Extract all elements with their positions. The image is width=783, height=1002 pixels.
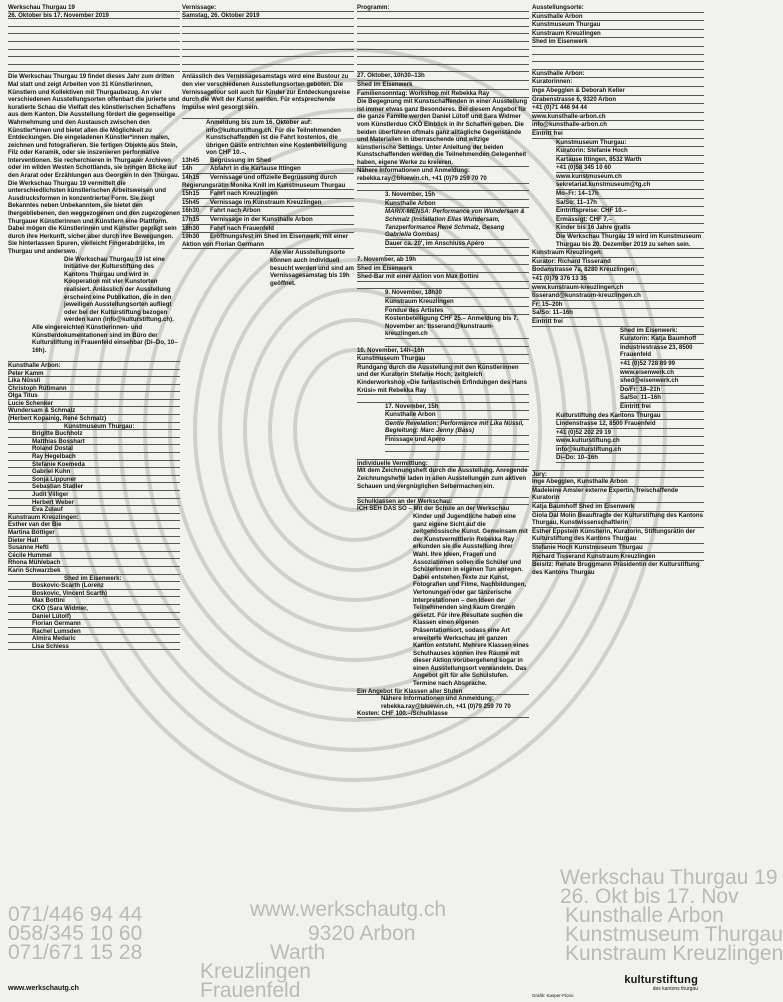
artist-name: Ray Hegelbach [8, 453, 180, 461]
artist-name: Eva Zulauf [8, 506, 180, 514]
bg-text-url: www.werkschautg.ch [250, 898, 447, 921]
logo-text: kulturstiftung [624, 974, 698, 986]
artist-name: Stefanie Koemeda [8, 461, 180, 469]
artist-name: Lucie Schenker [8, 400, 180, 408]
documentation-note: Alle eingereichten Künstlerinnen- und Künstlerdokumentationen sind im Büro der Kulturstiftung in Frauenfeld einsehbar (Di–Do, 10–16h). [32, 323, 178, 354]
event-place: Shed im Eisenwerk [357, 81, 529, 90]
schedule-text: Fahrt nach Arbon [210, 207, 261, 215]
venue-info-line: Bodanstrasse 7a, 8280 Kreuzlingen [532, 266, 704, 275]
bg-text-place-arbon: 9320 Arbon [308, 922, 416, 945]
jury-member: Giola Dal Molin Beauftragte der Kulturstiftung des Kantons Thurgau, Kunstwissenschaftlerin [532, 511, 703, 527]
schule-text: Kinder und Jugendliche haben eine ganz eigene Sicht auf die zeitgenössische Kunst. Gemeinsam mit der Kunstvermittlerin Rebekka Ray erkunden sie die Ausstellung ihrer Wahl. Ihre Ideen, Fragen und Assoziationen sollen die Schüler und Schülerinnen in eigenen Tun anregen. Dabei entstehen Texte zur Kunst, Fotografien und Filme, Nachbildungen, Vertonungen oder gar tänzerische Interpretationen – den Ideen der Teilnehmenden sind kaum Grenzen gesetzt. Für ihre Resultate suchen die Klassen einen eigenen Präsentationsort, sodass eine Art erweiterte Werkschau im ganzen Kanton entsteht. Mehrere Klassen eines Schulhauses können ihre Räume mit dieser Aktion vorübergehend sogar in einen Ausstellungsort verwandeln. Das Angebot gilt für alle Schulstufen. Termine nach Absprache. [413, 513, 529, 688]
kosten-text: Kosten: CHF 100.–/Schulklasse [357, 710, 529, 718]
bg-text-place-warth: Warth [270, 941, 326, 964]
column-vernissage [182, 4, 354, 287]
venue-info-line: +41 (0)58 345 10 60 [556, 164, 704, 173]
venue-info-line: Sa/So: 11–17h [556, 199, 704, 208]
event-text: Die Begegnung mit Kunstschaffenden in einer Ausstellung ist immer etwas ganz Besonderes. Bei diesem Angebot für die ganze Familie werden Daniel Lütolf und Sara Widmer vom Künstlerduo CKÖ Einblick in ihr Schaffen geben. Die beiden überführen oftmals ganz alltägliche Gegenstände und Materialien in überraschende und witzige künstlerische Settings. Unter Anleitung der beiden Kunstschaffenden werden die Teilnehmenden Gelegenheit haben, eigene Werke zu kreieren. [357, 98, 528, 166]
schedule-row [182, 216, 354, 225]
artist-name: Esther van der Bie [8, 521, 180, 529]
schedule-text: Fahrt nach Frauenfeld [210, 224, 274, 232]
column-programm [357, 4, 529, 718]
event-title: MARIX-MENSA: Performance von Wundersam & Schmalz (Installation Ellas Wundersam, Tanzperformance René Schmalz, Gesang Gabriella Gombas) [385, 208, 529, 239]
venue-info-line: Kartause Ittingen, 8532 Warth [556, 156, 704, 165]
bg-text-place-frauenfeld: Frauenfeld [200, 979, 301, 1002]
schedule-text: Begrüssung im Shed [210, 156, 271, 164]
bg-text-arbon: Kunsthalle Arbon [565, 904, 724, 927]
schedule-text: Fahrt nach Kreuzlingen [210, 190, 278, 198]
schedule-text: Vernissage in der Kunsthalle Arbon [210, 216, 313, 224]
event-title: Gentle Revelation: Performance mit Lika Nüssli, Begleitung: Marc Jenny (Bass) [385, 420, 529, 436]
shed-artists-title: Shed im Eisenwerk: [8, 575, 180, 583]
artist-name: Daniel Lütolf) [8, 613, 180, 621]
bg-text-phone3: 071/671 15 28 [8, 941, 143, 964]
artist-name: Sebastian Stadler [8, 483, 180, 491]
schedule-row [182, 157, 354, 166]
intro-text: Die Werkschau Thurgau 19 findet dieses Jahr zum dritten Mal statt und zeigt Arbeiten von 31 Künstlerinnen, Künstlern und Kollektiven mit Thurgaubezug. An vier verschiedenen Ausstellungsorten offenbart die jurierte und kuratierte Schau die Vielfalt des künstlerischen Schaffens aus dem Kanton. Die Ausstellung fördert die gegenseitige Wahrnehmung und den Austausch zwischen den Künstler*innen und bietet allen die Möglichkeit zu Entdeckungen. Die eingeladenen Künstler*innen malen, zeichnen und fotografieren. Sie fertigen Objekte aus Stein, Filz oder Keramik, oder sie inszenieren performative Interventionen. Sie recherchieren in Thurgauer Archiven oder im wilden Westen Schottlands, sie bringen Blicke auf den Ararat oder Erzählungen aus Georgien in den Thurgau. Die Werkschau Thurgau 19 vermittelt die unterschiedlichsten künstlerischen Arbeitsweisen und Ausdrucksformen in konzentrierter Form. Sie zeigt Bekanntes neben Unbekanntem, sie bietet den Ihergebliebenen, den weggezogenen und den zugezogenen Thurgauer Künstlerinnen und Künstlern eine Plattform. Dabei mögen die Künstlerinnen und Künstler geprägt sein durch ihre Herkunft, sicher aber durch ihre Bewegungen. Sie hinterlassen Spuren, vielleicht Fingerabdrücke, im Thurgau und anderswo. [8, 73, 180, 255]
venue-info-line: Industriestrasse 23, 8500 Frauenfeld [620, 344, 704, 360]
venue-info-line: Eintrittspreise: CHF 10.– [556, 207, 704, 216]
schedule-time: 14h [182, 165, 193, 173]
venue-info-line: Kunstmuseum Thurgau: [556, 139, 704, 148]
event-block [357, 191, 529, 256]
artist-name: Almira Medaric [8, 635, 180, 643]
jury-member: Inge Abegglen, Kunsthalle Arbon [532, 478, 704, 487]
artist-name: Martina Böttiger [8, 529, 180, 537]
venue-header-line: Kunstmuseum Thurgau [532, 21, 704, 30]
artist-name: Karin Schwarzbek [8, 567, 180, 575]
graphic-credit: Grafik: Kasper-Florio [532, 993, 574, 998]
schedule-time: 14h15 [182, 174, 200, 182]
header-dates: 26. Oktober bis 17. November 2019 [8, 12, 180, 20]
event-title: Fondue des Artistes [385, 307, 529, 316]
venue-info-line: Shed im Eisenwerk: [620, 327, 704, 336]
venue-info-line: Kunstraum Kreuzlingen: [532, 249, 704, 258]
venue-info-line: Mo–Fr: 14–17h [556, 190, 704, 199]
event-block [357, 256, 529, 289]
artist-name: Brigitte Buchholz [8, 430, 180, 438]
venue-info-line: Sa/So: 11–16h [532, 309, 704, 318]
schule-subtitle: ICH SEH DAS SO – Mit der Schule an der Werkschau [357, 505, 510, 513]
venue-info-line: www.eisenwerk.ch [620, 369, 704, 378]
artist-name: Florian Germann [8, 620, 180, 628]
jury-member: Esther Eppstein Künstlerin, Kuratorin, Stiftungsrätin der Kulturstiftung des Kantons Thurgau [532, 528, 704, 544]
vermittlung-title: Individuelle Vermittlung: [357, 460, 529, 468]
venue-info-line: www.kunsthalle-arbon.ch [532, 113, 704, 122]
arbon-artists-title: Kunsthalle Arbon: [8, 362, 180, 370]
event-date: 10. November, 14h–16h [357, 347, 529, 356]
venue-header-line: Kunsthalle Arbon [532, 13, 704, 22]
vernissage-registration: Anmeldung bis zum 16. Oktober auf: info@kulturstiftung.ch. Für die Teilnehmenden Kunstschaffenden ist die Fahrt kostenlos, die übrigen Gäste entrichten eine Kostenbeteiligung von CHF 10.–. [206, 118, 347, 157]
artist-name: Christoph Rütimann [8, 385, 180, 393]
footer-url[interactable]: www.werkschautg.ch [8, 985, 79, 992]
column-intro [8, 4, 180, 650]
venue-info-line: Sa/So: 11–16h [620, 394, 704, 403]
artist-name: (Herbert Kopainig, René Schmalz) [8, 415, 180, 423]
schedule-text: Eröffnungsfest im Shed im Eisenwerk, mit einer Aktion von Florian Germann [182, 233, 349, 248]
event-date: 17. November, 15h [385, 403, 529, 412]
venue-header-line: Shed im Eisenwerk [532, 38, 704, 47]
event-place: Kunstraum Kreuzlingen [385, 298, 529, 307]
artist-name: Gabriel Kuhn [8, 468, 180, 476]
venue-info-line: info@kulturstiftung.ch [556, 446, 704, 455]
vermittlung-text: Mit dem Zeichnungsheft durch die Ausstellung. Anregende Zeichnungshefte laden in allen Ausstellungen zum aktiven Schauen und vergnüglichen Selbermachen ein. [357, 467, 528, 490]
bg-text-phone1: 071/446 94 44 [8, 903, 143, 926]
venue-info-line: www.kulturstiftung.ch [556, 437, 704, 446]
artist-name: Roland Dostal [8, 445, 180, 453]
kreuzlingen-artists-title: Kunstraum Kreuzlingen: [8, 514, 180, 522]
event-block [357, 347, 529, 403]
event-title: Shed-Bar mit einer Aktion von Max Bottini [357, 273, 529, 282]
artist-name: Cécile Hummel [8, 552, 180, 560]
bg-text-kreuzlingen: Kunstraum Kreuzlingen [565, 942, 783, 965]
venue-header-line: Ausstellungsorte: [532, 4, 704, 13]
venue-info-line: tisserand@kunstraum-kreuzlingen.ch [532, 292, 704, 301]
schedule-row [182, 174, 354, 190]
event-date: 9. November, 18h30 [385, 289, 529, 298]
artist-name: Herbert Weber [8, 499, 180, 507]
schedule-row [182, 190, 354, 199]
bg-text-title: Werkschau Thurgau 19 [560, 866, 778, 889]
artist-name: Boskovic-Scarth (Lorenz [8, 582, 180, 590]
beisitz-text: Beisitz: Renate Bruggmann Präsidentin der Kulturstiftung des Kantons Thurgau [532, 561, 700, 576]
artist-name: Susanne Hefti [8, 544, 180, 552]
schedule-row [182, 207, 354, 216]
venue-info-line: sekretariat.kunstmuseum@tg.ch [556, 181, 704, 190]
venue-info-line: +41 (0)79 376 13 35 [532, 275, 704, 284]
venue-info-line: Do/Fr: 18–21h [620, 386, 704, 395]
venue-info-line: Eintritt frei [532, 318, 704, 327]
column-orte [532, 4, 704, 576]
venue-header-line: Kunstraum Kreuzlingen [532, 30, 704, 39]
event-date: 27. Oktober, 10h30–13h [357, 72, 529, 81]
venue-info-line: info@kunsthalle-arbon.ch [532, 121, 704, 130]
bg-text-dates: 26. Okt bis 17. Nov [560, 885, 739, 908]
museum-artists-title: Kunstmuseum Thurgau: [8, 423, 180, 431]
event-place: Kunsthalle Arbon [385, 411, 529, 420]
event-date: 3. November, 15h [385, 191, 529, 200]
event-text: Dauer ca. 20', im Anschluss Apéro [385, 240, 529, 249]
artist-name: Peter Kamm [8, 370, 180, 378]
schedule-time: 15h15 [182, 190, 200, 198]
event-place: Shed im Eisenwerk [357, 265, 529, 274]
venue-info-line: +41 (0)71 446 94 44 [532, 104, 704, 113]
event-place: Kunstmuseum Thurgau [357, 355, 529, 364]
angebot-info: Nähere Informationen und Anmeldung: rebekka.ray@bluewin.ch, +41 (0)79 259 70 70 [381, 695, 511, 710]
programm-title: Programm: [357, 4, 529, 12]
venue-info-line: +41 (0)52 728 89 99 [620, 360, 704, 369]
vernissage-note: Alle vier Ausstellungsorte können auch individuell besucht werden und sind am Vernissagesamstag bis 19h geöffnet. [270, 249, 354, 287]
schedule-time: 15h45 [182, 198, 200, 206]
venue-info-line: Di–Do: 10–16h [556, 454, 704, 463]
schedule-row [182, 199, 354, 208]
venue-info-line: Eintritt frei [532, 130, 704, 139]
artist-name: Boskovic, Vincent Scarth) [8, 590, 180, 598]
artist-name: Rhona Mühlebach [8, 559, 180, 567]
schedule-time: 18h30 [182, 224, 200, 232]
artist-name: Wundersam & Schmalz [8, 407, 180, 415]
artist-name: CKÖ (Sara Widmer, [8, 605, 180, 613]
venue-info-line: Ermässigt: CHF 7.– [556, 216, 704, 225]
venue-info-line: +41 (0)52 202 29 19 [556, 429, 704, 438]
jury-member: Stefanie Hoch Kunstmuseum Thurgau [532, 544, 704, 553]
venue-info-line: Kuratorin: Katja Baumhoff [620, 335, 704, 344]
logo-subtext: des kantons thurgau [652, 986, 698, 992]
event-text: Kostenbeteiligung CHF 25.– Anmeldung bis 7. November an: tisserand@kunstraum-kreuzlingen.ch [385, 315, 529, 339]
kulturstiftung-logo [624, 974, 698, 992]
schedule-time: 16h30 [182, 207, 200, 215]
artist-name: Lisa Schiess [8, 643, 180, 651]
schedule-text: Vernissage im Kunstraum Kreuzlingen [210, 198, 322, 206]
schedule-time: 17h15 [182, 216, 200, 224]
venue-info-line: www.kunstmuseum.ch [556, 173, 704, 182]
venue-info-line: www.kunstraum-kreuzlingen.ch [532, 284, 704, 293]
bg-text-museum: Kunstmuseum Thurgau [565, 923, 783, 946]
schedule-time: 19h30 [182, 233, 200, 241]
venue-info-line: Eintritt frei [620, 403, 704, 412]
jury-member: Madeleine Amsler externe Expertin, freischaffende Kuratorin [532, 487, 704, 503]
jury-member: Richard Tisserand Kunstraum Kreuzlingen [532, 553, 704, 562]
artist-name: Judit Villiger [8, 491, 180, 499]
bg-text-phone2: 058/345 10 60 [8, 922, 143, 945]
venue-info-line: Lindenstrasse 12, 8500 Frauenfeld [556, 420, 704, 429]
event-block [357, 72, 529, 191]
schedule-row [182, 233, 354, 249]
schedule-time: 13h45 [182, 156, 200, 164]
venue-info-line: Kuratorinnen: [532, 78, 704, 87]
event-block [357, 289, 529, 346]
event-block [357, 403, 529, 453]
header-title: Werkschau Thurgau 19 [8, 4, 180, 12]
venue-info-line: Inge Abegglen & Deborah Keller [532, 87, 704, 96]
jury-member: Katja Baumhoff Shed im Eisenwerk [532, 503, 704, 512]
venue-info-line: Kuratorin: Stefanie Hoch [556, 147, 704, 156]
artist-name: Matthias Bosshart [8, 438, 180, 446]
event-title: Familiensonntag: Workshop mit Rebekka Ray [357, 90, 529, 99]
schedule-text: Abfahrt in die Kartause Ittingen [210, 165, 301, 173]
venue-info-line: Fr: 15–20h [532, 301, 704, 310]
artist-name: Rachel Lumsden [8, 628, 180, 636]
artist-name: Max Bottini [8, 597, 180, 605]
vernissage-intro: Anlässlich des Vernissagesamstags wird eine Bustour zu den vier verschiedenen Ausstellungsorten geboten. Die Vernissagetour soll auch für Kinder zur Entdeckungsreise durch die Welt der Kunst werden. Für entsprechende Impulse wird gesorgt sein. [182, 73, 350, 111]
bg-text-place-kreuzlingen: Kreuzlingen [200, 960, 311, 983]
vernissage-title: Vernissage: [182, 4, 354, 12]
event-date: 7. November, ab 19h [357, 256, 529, 265]
schedule-row [182, 225, 354, 234]
event-text: Finissage und Apéro [385, 436, 529, 445]
artist-name: Lika Nüssli [8, 377, 180, 385]
jury-title: Jury: [532, 471, 704, 479]
event-title: Rundgang durch die Ausstellung mit den Künstlerinnen und der Kuratorin Stefanie Hoch; zeitgleich Kinderworkshop «Die fantastischen Erfindungen des Hans Krüsi» mit Rebekka Ray [357, 364, 529, 395]
venue-info-line: Die Werkschau Thurgau 19 wird im Kunstmuseum Thurgau bis 20. Dezember 2019 zu sehen sein. [556, 233, 704, 249]
venue-info-line: shed@eisenwerk.ch [620, 377, 704, 386]
schedule-row [182, 165, 354, 174]
venue-info-line: Kunsthalle Arbon: [532, 70, 704, 79]
venue-info-line: Grabenstrasse 6, 9320 Arbon [532, 96, 704, 105]
venue-info-line: Kulturstiftung des Kantons Thurgau [556, 412, 704, 421]
venue-info-line: Kurator: Richard Tisserand [532, 258, 704, 267]
angebot-text: Ein Angebot für Klassen aller Stufen [357, 688, 529, 696]
schedule-text: Vernissage und offizielle Begrüssung durch Regierungsrätin Monika Knill im Kunstmuseum Thurgau [182, 174, 346, 189]
vernissage-date: Samstag, 26. Oktober 2019 [182, 12, 354, 20]
event-info: Nähere Informationen und Anmeldung: rebekka.ray@bluewin.ch, +41 (0)79 259 70 70 [357, 167, 529, 183]
event-place: Kunsthalle Arbon [385, 200, 529, 209]
artist-name: Olga Titus [8, 392, 180, 400]
artist-name: Sonja Lippuner [8, 476, 180, 484]
artist-name: Dieter Hall [8, 537, 180, 545]
venue-info-line: Kinder bis 16 Jahre gratis [556, 224, 704, 233]
schule-title: Schulklassen an der Werkschau: [357, 498, 529, 506]
initiative-note: Die Werkschau Thurgau 19 ist eine Initiative der Kulturstiftung des Kantons Thurgau und wird in Kooperation mit vier Kunstorten realisiert. Anlässlich der Ausstellung erscheint eine Publikation, die in den jeweiligen Ausstellungsorten aufliegt oder bei der Kulturstiftung bezogen werden kann (info@kulturstiftung.ch). [64, 255, 174, 324]
